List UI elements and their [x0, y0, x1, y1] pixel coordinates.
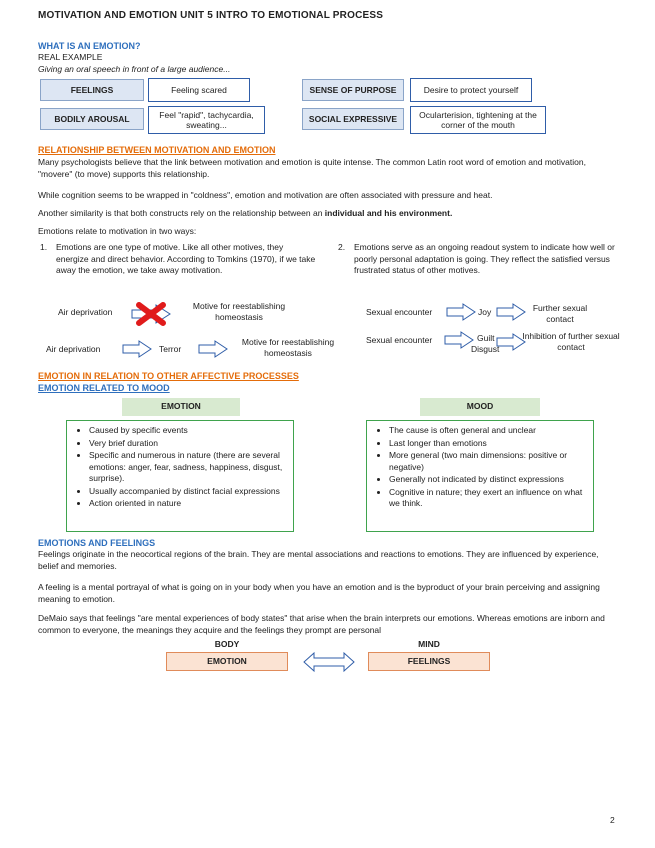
list-item: • Action oriented in nature	[89, 498, 287, 510]
mood-traits-list	[373, 425, 587, 510]
list-item-2: Emotions serve as an ongoing readout system to indicate how well or poorly personal adaptation is going. They reflect the satisfied versus frustrated status of other motives.	[354, 242, 615, 275]
mind-label: MIND	[418, 639, 440, 649]
section-heading-what-is-emotion: WHAT IS AN EMOTION?	[38, 41, 141, 51]
diagram1-end: Motive for reestablishing homeostasis	[192, 301, 286, 322]
emotion-traits-list	[73, 425, 287, 510]
feelings-label: FEELINGS	[40, 79, 144, 101]
relationship-paragraph-2: While cognition seems to be wrapped in "coldness", emotion and motivation are often associated with pressure and heat.	[38, 190, 493, 200]
emotion-column-header: EMOTION	[122, 398, 240, 416]
diagram3-arrow-1	[446, 303, 476, 321]
diagram2-end: Motive for reestablishing homeostasis	[241, 337, 335, 358]
diagram2-start: Air deprivation	[46, 344, 101, 354]
feelings-value: Feeling scared	[148, 78, 250, 102]
social-expressive-label: SOCIAL EXPRESSIVE	[302, 108, 404, 130]
relationship-paragraph-4: Emotions relate to motivation in two ways:	[38, 226, 197, 236]
section-heading-affective: EMOTION IN RELATION TO OTHER AFFECTIVE PROCESSES	[38, 371, 299, 381]
feelings-paragraph-2: A feeling is a mental portrayal of what is going on in your body when you have an emotion and is the byproduct of your brain perceiving and assigning meaning to emotion.	[38, 582, 600, 604]
relationship-paragraph-1: Many psychologists believe that the link between motivation and emotion is quite intense. The common Latin root word of emotion and motivation, "movere" (to move) supports this relationship.	[38, 157, 586, 179]
diagram4-start: Sexual encounter	[366, 335, 433, 345]
diagram1-blocked-arrow	[130, 302, 176, 326]
sense-of-purpose-value: Desire to protect yourself	[410, 78, 532, 102]
example-text: Giving an oral speech in front of a large audience...	[38, 64, 231, 74]
sense-of-purpose-label: SENSE OF PURPOSE	[302, 79, 404, 101]
diagram4-middle-guilt: Guilt	[477, 333, 495, 343]
list-item: • Caused by specific events	[89, 425, 287, 437]
section-heading-relationship: RELATIONSHIP BETWEEN MOTIVATION AND EMOTION	[38, 145, 276, 155]
list-item: • Generally not indicated by distinct expressions	[389, 474, 587, 486]
diagram2-arrow-1	[122, 340, 152, 358]
emotion-traits-box	[66, 420, 294, 532]
document-title: MOTIVATION AND EMOTION UNIT 5 INTRO TO EMOTIONAL PROCESS	[38, 10, 384, 21]
list-number-1: 1.	[40, 242, 48, 252]
diagram4-arrow-1	[444, 331, 474, 349]
real-example-label: REAL EXAMPLE	[38, 52, 103, 62]
mood-column-header: MOOD	[420, 398, 540, 416]
list-item: • Last longer than emotions	[389, 438, 587, 450]
mood-traits-box	[366, 420, 594, 532]
bodily-arousal-label: BODILY AROUSAL	[40, 108, 144, 130]
list-item-1: Emotions are one type of motive. Like all other motives, they energize and direct behavior. According to Tomkins (1970), if we take away the emotion, we take away motivation.	[56, 242, 316, 275]
feelings-box: FEELINGS	[368, 652, 490, 671]
list-item: • Usually accompanied by distinct facial expressions	[89, 486, 287, 498]
diagram4-end: Inhibition of further sexual contact	[522, 331, 620, 352]
list-item: • Specific and numerous in nature (there are several emotions: anger, fear, sadness, happiness, disgust, surprise).	[89, 450, 287, 485]
list-item: • More general (two main dimensions: positive or negative)	[389, 450, 587, 473]
diagram3-middle: Joy	[478, 307, 492, 317]
bodily-arousal-value: Feel "rapid", tachycardia, sweating...	[148, 106, 265, 134]
subheading-emotion-mood: EMOTION RELATED TO MOOD	[38, 383, 170, 393]
diagram1-start: Air deprivation	[58, 307, 113, 317]
diagram2-middle: Terror	[159, 344, 182, 354]
diagram2-arrow-2	[198, 340, 228, 358]
list-item: • Very brief duration	[89, 438, 287, 450]
relationship-paragraph-3: Another similarity is that both constructs rely on the relationship between an individual and his environment.	[38, 208, 453, 218]
feelings-paragraph-3: DeMaio says that feelings "are mental experiences of body states" that arise when the brain interprets our emotions. Whereas emotions are inborn and common to everyone, the meanings they acquire and the feelings they prompt are personal	[38, 613, 605, 635]
page-number: 2	[610, 815, 615, 825]
diagram4-middle-disgust: Disgust	[471, 344, 500, 354]
list-item: • Cognitive in nature; they exert an influence on what we think.	[389, 487, 587, 510]
double-arrow-icon	[302, 651, 356, 673]
social-expressive-value: Ocularterision, tightening at the corner of the mouth	[410, 106, 546, 134]
section-heading-emotions-feelings: EMOTIONS AND FEELINGS	[38, 538, 156, 548]
diagram3-end: Further sexual contact	[532, 303, 588, 324]
list-number-2: 2.	[338, 242, 346, 252]
body-label: BODY	[214, 639, 240, 649]
emotion-box: EMOTION	[166, 652, 288, 671]
list-item: • The cause is often general and unclear	[389, 425, 587, 437]
diagram3-start: Sexual encounter	[366, 307, 433, 317]
feelings-paragraph-1: Feelings originate in the neocortical regions of the brain. They are mental associations and reactions to emotions. They are influenced by experience, belief and memories.	[38, 549, 599, 571]
